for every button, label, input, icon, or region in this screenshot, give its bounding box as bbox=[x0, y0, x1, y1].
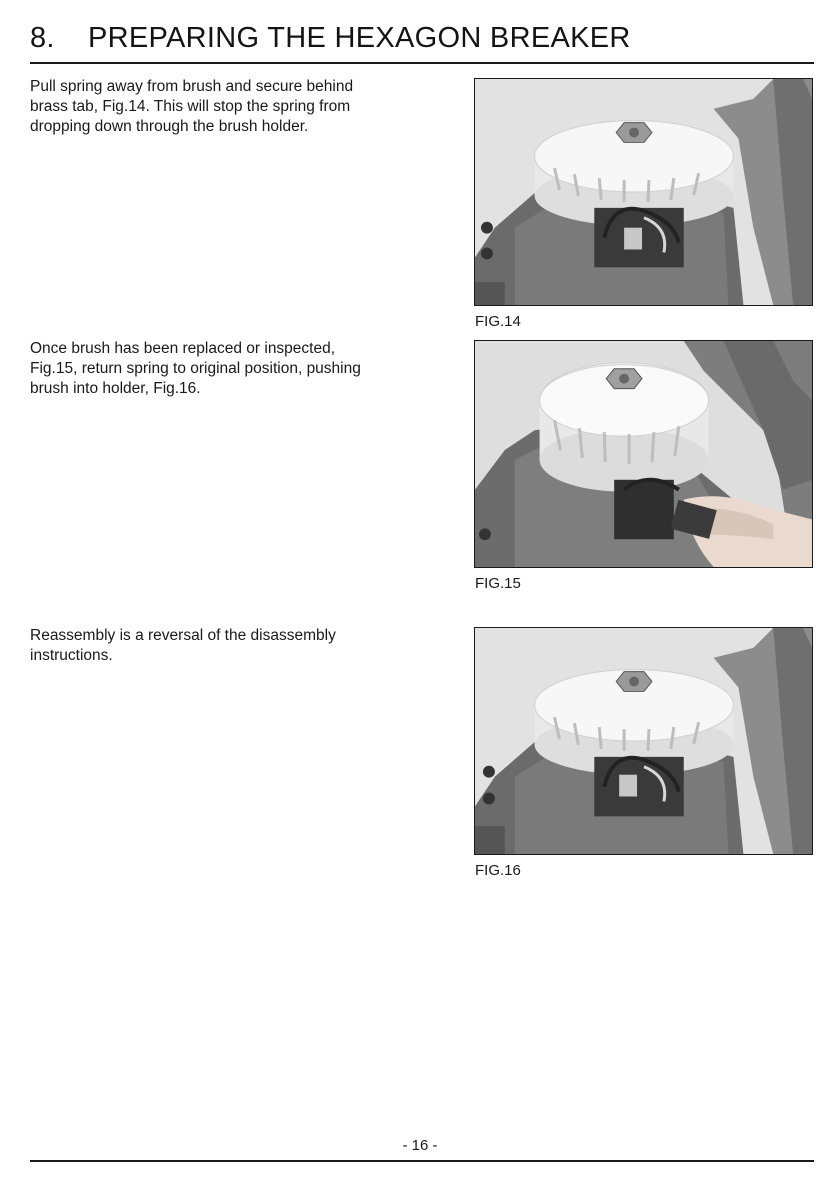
step-2-line-3: brush into holder, Fig.16. bbox=[30, 380, 201, 397]
figure-15-photo bbox=[474, 340, 813, 568]
figure-14-caption: FIG.14 bbox=[475, 313, 521, 330]
step-1-line-2: brass tab, Fig.14. This will stop the spring from bbox=[30, 98, 351, 115]
step-3-line-2: instructions. bbox=[30, 647, 113, 664]
header-rule bbox=[30, 62, 814, 64]
step-3-line-1: Reassembly is a reversal of the disassembly bbox=[30, 627, 336, 644]
section-heading bbox=[30, 22, 631, 55]
page-number: - 16 - bbox=[402, 1137, 438, 1154]
figure-16-caption: FIG.16 bbox=[475, 862, 521, 879]
step-1-line-1: Pull spring away from brush and secure behind bbox=[30, 78, 354, 95]
section-title: PREPARING THE HEXAGON BREAKER bbox=[88, 22, 631, 54]
step-1-text bbox=[30, 77, 430, 137]
step-2-text bbox=[30, 339, 430, 399]
step-1-line-3: dropping down through the brush holder. bbox=[30, 118, 309, 135]
motor-brush-photo-16 bbox=[475, 628, 812, 854]
motor-brush-photo-14 bbox=[475, 79, 812, 305]
step-2-line-1: Once brush has been replaced or inspected, bbox=[30, 340, 336, 357]
section-number: 8. bbox=[30, 22, 55, 54]
step-3-text bbox=[30, 626, 430, 666]
figure-14-photo bbox=[474, 78, 813, 306]
figure-15-caption: FIG.15 bbox=[475, 575, 521, 592]
step-2-line-2: Fig.15, return spring to original position, pushing bbox=[30, 360, 361, 377]
footer-rule bbox=[30, 1160, 814, 1162]
motor-brush-photo-15 bbox=[475, 341, 812, 567]
figure-16-photo bbox=[474, 627, 813, 855]
